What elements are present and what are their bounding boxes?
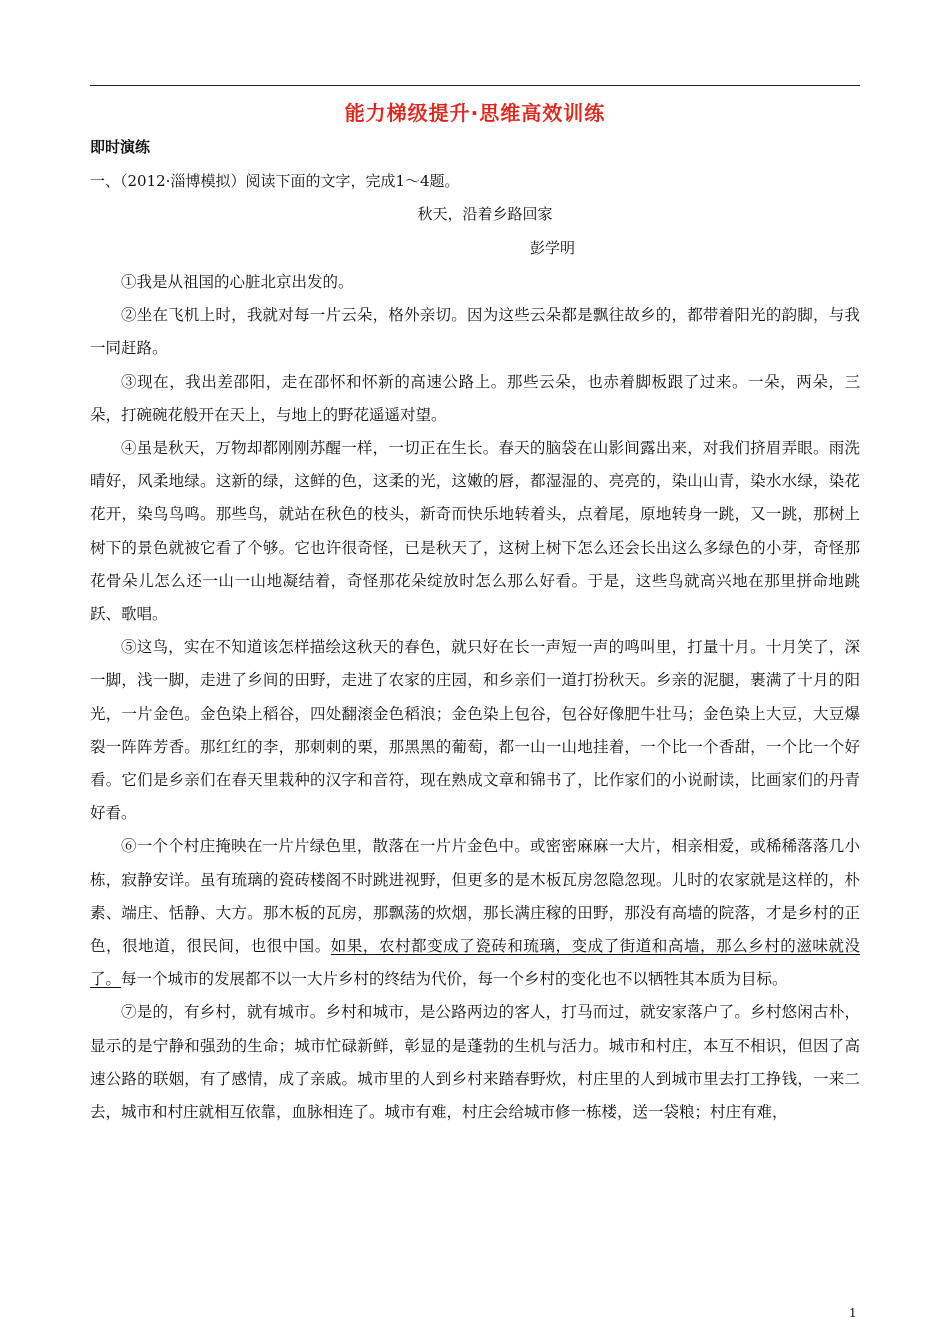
paragraph-5: ⑤这鸟，实在不知道该怎样描绘这秋天的春色，就只好在长一声短一声的鸣叫里，打量十月。十月笑了，深一脚，浅一脚，走进了乡间的田野，走进了农家的庄园，和乡亲们一道打扮秋天。乡亲的泥腿，裹满了十月的阳光，一片金色。金色染上稻谷，四处翻滚金色稻浪；金色染上包谷，包谷好像肥牛壮马；金色染上大豆，大豆爆裂一阵阵芳香。那红红的李，那刺刺的栗，那黑黑的葡萄，都一山一山地挂着，一个比一个香甜，一个比一个好看。它们是乡亲们在春天里栽种的汉字和音符，现在熟成文章和锦书了，比作家们的小说耐读，比画家们的丹青好看。 — [90, 638, 860, 823]
page-number: 1 — [849, 1306, 857, 1320]
underlined-sentence: 如果，农村都变成了瓷砖和琉璃，变成了街道和高墙，那么乡村的滋味就没了。 — [90, 937, 860, 989]
article-author: 彭学明 — [530, 239, 576, 257]
paragraph-2: ②坐在飞机上时，我就对每一片云朵，格外亲切。因为这些云朵都是飘往故乡的，都带着阳光的韵脚，与我一同赶路。 — [90, 306, 860, 358]
paragraph-6 — [90, 830, 860, 996]
question-intro: 一、（2012·淄博模拟）阅读下面的文字，完成1～4题。 — [90, 172, 460, 190]
article-body — [90, 266, 860, 1129]
paragraph-6-text: ⑥一个个村庄掩映在一片片绿色里，散落在一片片金色中。或密密麻麻一大片，相亲相爱，或稀稀落落几小栋，寂静安详。虽有琉璃的瓷砖楼阁不时跳进视野，但更多的是木板瓦房忽隐忽现。儿时的农家就是这样的，朴素、端庄、恬静、大方。那木板的瓦房，那飘荡的炊烟，那长满庄稼的田野，那没有高墙的院落，才是乡村的正色，很地道，很民间，也很中国。 — [90, 837, 860, 956]
header-rule — [90, 85, 860, 86]
paragraph-1: ①我是从祖国的心脏北京出发的。 — [121, 273, 354, 291]
page-title: 能力梯级提升·思维高效训练 — [344, 101, 606, 125]
paragraph-7: ⑦是的，有乡村，就有城市。乡村和城市，是公路两边的客人，打马而过，就安家落户了。乡村悠闲古朴，显示的是宁静和强劲的生命；城市忙碌新鲜，彰显的是蓬勃的生机与活力。城市和村庄，本互不相识，但因了高速公路的联姻，有了感情，成了亲戚。城市里的人到乡村来踏春野炊，村庄里的人到城市里去打工挣钱，一来二去，城市和村庄就相互依靠，血脉相连了。城市有难，村庄会给城市修一栋楼，送一袋粮；村庄有难， — [90, 1003, 860, 1122]
section-label: 即时演练 — [90, 138, 151, 156]
paragraph-6-tail: 每一个城市的发展都不以一大片乡村的终结为代价，每一个乡村的变化也不以牺牲其本质为目标。 — [121, 970, 788, 989]
paragraph-3: ③现在，我出差邵阳，走在邵怀和怀新的高速公路上。那些云朵，也赤着脚板跟了过来。一朵，两朵，三朵，打碗碗花般开在天上，与地上的野花遥遥对望。 — [90, 372, 860, 424]
paragraph-4: ④虽是秋天，万物却都刚刚苏醒一样，一切正在生长。春天的脑袋在山影间露出来，对我们挤眉弄眼。雨洗晴好，风柔地绿。这新的绿，这鲜的色，这柔的光，这嫩的唇，都湿湿的、亮亮的，染山山青，染水水绿，染花花开，染鸟鸟鸣。那些鸟，就站在秋色的枝头，新奇而快乐地转着头，点着尾，原地转身一跳，又一跳，那树上树下的景色就被它看了个够。它也许很奇怪，已是秋天了，这树上树下怎么还会长出这么多绿色的小芽，奇怪那花骨朵儿怎么还一山一山地凝结着，奇怪那花朵绽放时怎么那么好看。于是，这些鸟就高兴地在那里拼命地跳跃、歌唱。 — [90, 439, 860, 624]
article-title: 秋天，沿着乡路回家 — [417, 205, 553, 223]
